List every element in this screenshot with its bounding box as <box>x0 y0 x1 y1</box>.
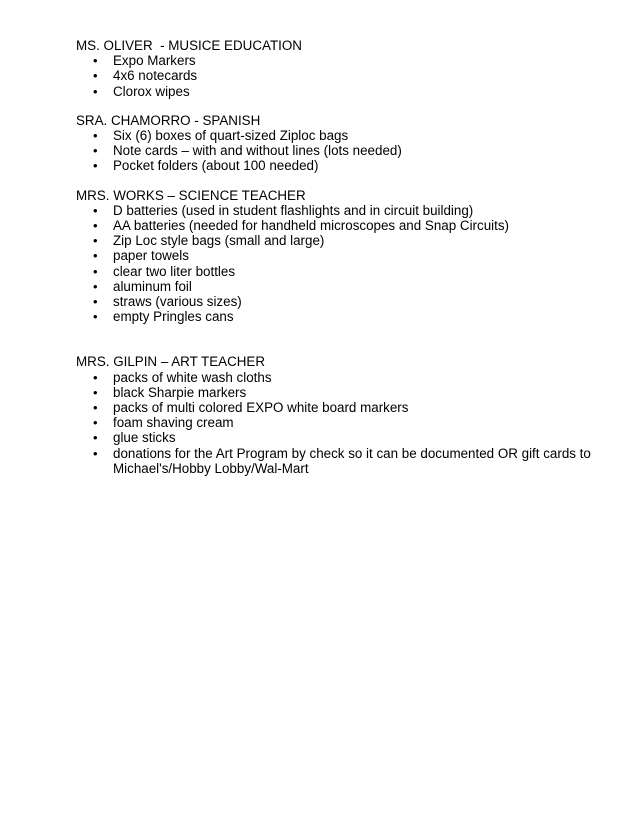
section-heading: MRS. GILPIN – ART TEACHER <box>76 354 266 370</box>
item-text: D batteries (used in student flashlights and in circuit building) <box>113 202 474 218</box>
list-item <box>76 203 596 218</box>
bullet-icon: • <box>93 263 98 279</box>
bullet-icon: • <box>93 294 98 310</box>
supply-list <box>76 370 596 476</box>
section-spanish <box>76 113 596 174</box>
spacer <box>76 174 596 188</box>
item-text: foam shaving cream <box>113 415 234 431</box>
supply-list <box>76 128 596 174</box>
section-heading: SRA. CHAMORRO - SPANISH <box>76 112 261 128</box>
list-item <box>76 430 596 445</box>
item-text: clear two liter bottles <box>113 263 236 279</box>
bullet-icon: • <box>93 445 98 461</box>
list-item <box>76 385 596 400</box>
bullet-icon: • <box>93 233 98 249</box>
section-heading: MS. OLIVER - MUSICE EDUCATION <box>76 38 302 53</box>
item-text: empty Pringles cans <box>113 309 234 325</box>
bullet-icon: • <box>93 278 98 294</box>
bullet-icon: • <box>93 158 98 174</box>
item-text: packs of white wash cloths <box>113 369 272 385</box>
item-text: glue sticks <box>113 430 176 446</box>
spacer <box>76 324 596 354</box>
bullet-icon: • <box>93 202 98 218</box>
list-item <box>76 446 596 476</box>
item-text: Note cards – with and without lines (lots needed) <box>113 143 402 159</box>
section-science <box>76 188 596 325</box>
list-item <box>76 294 596 309</box>
supply-list <box>76 203 596 325</box>
list-item <box>76 279 596 294</box>
bullet-icon: • <box>93 143 98 159</box>
section-art <box>76 354 596 476</box>
bullet-icon: • <box>93 53 98 69</box>
section-heading: MRS. WORKS – SCIENCE TEACHER <box>76 187 306 203</box>
bullet-icon: • <box>93 128 98 144</box>
item-text: aluminum foil <box>113 278 192 294</box>
item-text: Six (6) boxes of quart-sized Ziploc bags <box>113 128 349 144</box>
item-text: AA batteries (needed for handheld microscopes and Snap Circuits) <box>113 218 509 234</box>
list-item <box>76 309 596 324</box>
item-text: Clorox wipes <box>113 83 190 99</box>
bullet-icon: • <box>93 309 98 325</box>
bullet-icon: • <box>93 384 98 400</box>
list-item <box>76 370 596 385</box>
document-page <box>76 38 596 476</box>
list-item <box>76 53 596 68</box>
bullet-icon: • <box>93 430 98 446</box>
section-music <box>76 38 596 99</box>
list-item <box>76 415 596 430</box>
bullet-icon: • <box>93 415 98 431</box>
list-item <box>76 233 596 248</box>
list-item <box>76 400 596 415</box>
list-item <box>76 84 596 99</box>
list-item <box>76 264 596 279</box>
item-text: straws (various sizes) <box>113 294 242 310</box>
item-text: 4x6 notecards <box>113 68 198 84</box>
item-text: donations for the Art Program by check so it can be documented OR gift cards to Michael's/Hobby Lobby/Wal-Mart <box>113 445 591 476</box>
list-item <box>76 218 596 233</box>
bullet-icon: • <box>93 369 98 385</box>
bullet-icon: • <box>93 218 98 234</box>
bullet-icon: • <box>93 248 98 264</box>
bullet-icon: • <box>93 68 98 84</box>
list-item <box>76 143 596 158</box>
item-text: packs of multi colored EXPO white board markers <box>113 400 409 416</box>
list-item <box>76 128 596 143</box>
list-item <box>76 158 596 173</box>
item-text: Pocket folders (about 100 needed) <box>113 158 319 174</box>
item-text: black Sharpie markers <box>113 384 247 400</box>
bullet-icon: • <box>93 83 98 99</box>
bullet-icon: • <box>93 400 98 416</box>
item-text: paper towels <box>113 248 189 264</box>
spacer <box>76 99 596 113</box>
item-text: Zip Loc style bags (small and large) <box>113 233 325 249</box>
list-item <box>76 248 596 263</box>
list-item <box>76 68 596 83</box>
supply-list <box>76 53 596 99</box>
item-text: Expo Markers <box>113 53 196 69</box>
